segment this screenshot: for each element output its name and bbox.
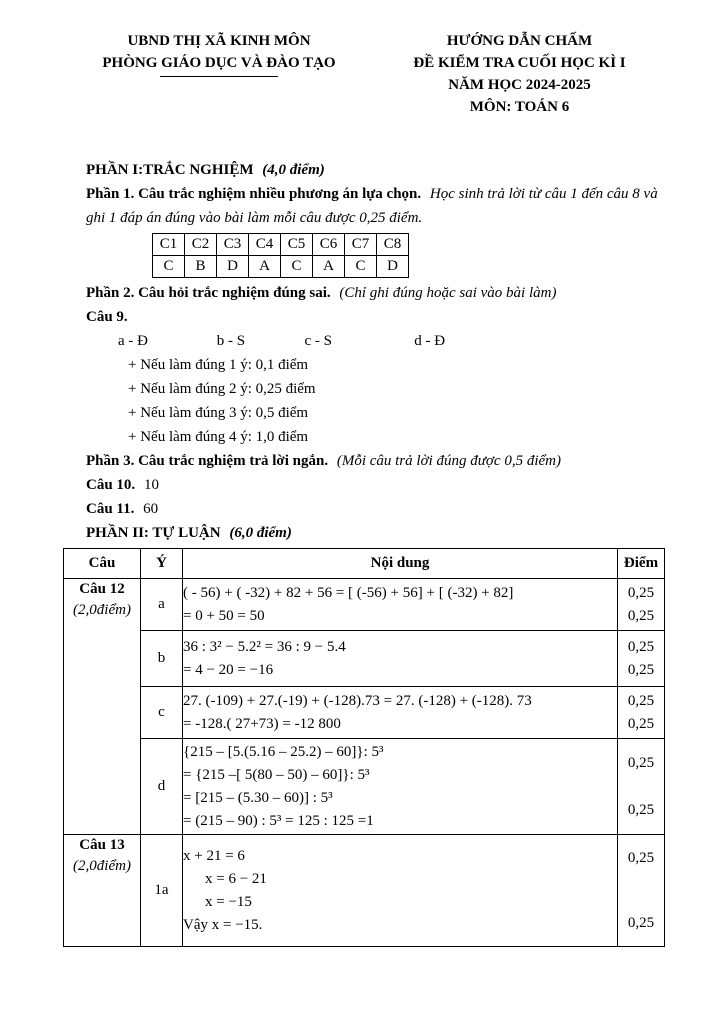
score-group (618, 752, 664, 822)
cau12-label: Câu 12 (79, 581, 125, 597)
issuing-org-block (63, 30, 375, 118)
mc-answer-cell: C (153, 256, 185, 278)
q9-answers-row (118, 329, 664, 353)
q10-answer: 10 (143, 477, 159, 493)
cau13-row-1a (64, 835, 665, 947)
mc-header-row (153, 234, 409, 256)
col-header-y: Ý (141, 549, 183, 579)
solution-line: ( - 56) + ( -32) + 82 + 56 = [ (-56) + 56] + [ (-32) + 82] (183, 584, 514, 601)
q11-line (86, 497, 664, 521)
score-value: 0,25 (627, 715, 655, 732)
sub-question-label: a (141, 579, 183, 631)
q10-line (86, 473, 664, 497)
solution-line: Vậy x = −15. (183, 916, 263, 933)
q9-answer-b: b - S (216, 333, 246, 349)
solution-line: = [215 – (5.30 – 60)] : 5³ (183, 789, 333, 806)
mc-answer-row (153, 256, 409, 278)
q11-label: Câu 11. (86, 501, 135, 517)
cau12-row-b (64, 631, 665, 687)
doc-subtitle: ĐỀ KIỂM TRA CUỐI HỌC KÌ I (413, 55, 626, 71)
q9-answer-a: a - Đ (118, 333, 148, 349)
solution-line: 27. (-109) + 27.(-19) + (-128).73 = 27. (-128) + (-128). 73 (183, 692, 532, 709)
q9-scoring-note: + Nếu làm đúng 3 ý: 0,5 điểm (128, 405, 309, 421)
solution-line: x + 21 = 6 (183, 847, 245, 864)
section1-paragraph (86, 182, 664, 230)
doc-title-block (375, 30, 664, 118)
mc-header-cell: C1 (153, 234, 185, 256)
part2-title: PHẦN II: TỰ LUẬN (86, 525, 221, 541)
q9-label: Câu 9. (86, 309, 128, 325)
cau13-points: (2,0điểm) (73, 858, 131, 874)
section1-desc: Học sinh trả lời từ câu 1 đến câu 8 và ghi 1 đáp án đúng vào bài làm mỗi câu được 0,25 điểm. (86, 186, 658, 226)
score-value: 0,25 (627, 661, 655, 678)
col-header-diem: Điểm (618, 549, 665, 579)
solution-content (183, 631, 618, 687)
q9-scoring-note: + Nếu làm đúng 1 ý: 0,1 điểm (128, 357, 309, 373)
section2-paragraph (86, 281, 664, 305)
mc-header-cell: C7 (345, 234, 377, 256)
mc-header-cell: C4 (249, 234, 281, 256)
doc-title: HƯỚNG DẪN CHẤM (446, 33, 593, 49)
cau12-row-a (64, 579, 665, 631)
score-value: 0,25 (627, 638, 655, 655)
score-cell (618, 739, 665, 835)
part2-heading (86, 521, 664, 545)
mc-answer-cell: D (377, 256, 409, 278)
solution-table-header-row (64, 549, 665, 579)
score-value: 0,25 (627, 607, 655, 624)
mc-header-cell: C5 (281, 234, 313, 256)
section3-paragraph (86, 449, 664, 473)
document-header (63, 30, 664, 118)
score-value: 0,25 (627, 801, 655, 818)
score-value: 0,25 (627, 914, 655, 931)
score-cell (618, 579, 665, 631)
sub-question-label: b (141, 631, 183, 687)
solution-line: = 0 + 50 = 50 (183, 607, 265, 624)
solution-content (183, 739, 618, 835)
score-value: 0,25 (627, 692, 655, 709)
solution-table (63, 548, 665, 947)
mc-answer-cell: C (345, 256, 377, 278)
solution-line: x = 6 − 21 (205, 870, 267, 887)
q9-scoring-notes (128, 353, 664, 449)
mc-header-cell: C6 (313, 234, 345, 256)
cau13-cell (64, 835, 141, 947)
org-dept-name: PHÒNG GIÁO DỤC VÀ ĐÀO TẠO (102, 55, 336, 71)
mc-header-cell: C3 (217, 234, 249, 256)
mc-answer-cell: B (185, 256, 217, 278)
section1-title: Phần 1. Câu trắc nghiệm nhiều phương án lựa chọn. (86, 186, 422, 202)
subject-name: MÔN: TOÁN 6 (469, 99, 570, 115)
school-year: NĂM HỌC 2024-2025 (448, 77, 591, 93)
cau13-label: Câu 13 (79, 837, 125, 853)
score-value: 0,25 (627, 754, 655, 771)
mc-answer-cell: D (217, 256, 249, 278)
col-header-noidung: Nội dung (183, 549, 618, 579)
q9-answer-c: c - S (304, 333, 332, 349)
q10-label: Câu 10. (86, 477, 136, 493)
q11-answer: 60 (143, 501, 159, 517)
solution-content (183, 579, 618, 631)
solution-line: {215 – [5.(5.16 – 25.2) – 60]}: 5³ (183, 743, 384, 760)
section2-note: (Chỉ ghi đúng hoặc sai vào bài làm) (339, 285, 557, 301)
mc-header-cell: C2 (185, 234, 217, 256)
sub-question-label: d (141, 739, 183, 835)
mc-header-cell: C8 (377, 234, 409, 256)
cau12-points: (2,0điểm) (73, 602, 131, 618)
part1-points: (4,0 điểm) (262, 162, 325, 178)
score-cell (618, 687, 665, 739)
org-parent-name: UBND THỊ XÃ KINH MÔN (127, 33, 311, 49)
solution-line: 36 : 3² − 5.2² = 36 : 9 − 5.4 (183, 638, 346, 655)
solution-line: = (215 – 90) : 5³ = 125 : 125 =1 (183, 812, 374, 829)
score-cell (618, 835, 665, 947)
mc-answer-table (152, 233, 409, 278)
solution-content (183, 687, 618, 739)
part1-title: PHẦN I:TRẮC NGHIỆM (86, 162, 254, 178)
mc-answer-cell: C (281, 256, 313, 278)
cau12-row-c (64, 687, 665, 739)
score-cell (618, 631, 665, 687)
sub-question-label: c (141, 687, 183, 739)
section2-title: Phần 2. Câu hỏi trắc nghiệm đúng sai. (86, 285, 331, 301)
cau12-cell (64, 579, 141, 835)
solution-content (183, 835, 618, 947)
solution-line: x = −15 (205, 893, 252, 910)
solution-line: = 4 − 20 = −16 (183, 661, 274, 678)
sub-question-label: 1a (141, 835, 183, 947)
cau12-row-d (64, 739, 665, 835)
score-value: 0,25 (627, 849, 655, 866)
mc-answer-cell: A (313, 256, 345, 278)
score-group (618, 847, 664, 935)
col-header-cau: Câu (64, 549, 141, 579)
part1-heading (86, 158, 664, 182)
org-underline (160, 76, 278, 77)
q9-scoring-note: + Nếu làm đúng 2 ý: 0,25 điểm (128, 381, 316, 397)
score-value: 0,25 (627, 584, 655, 601)
q9-answer-d: d - Đ (414, 333, 446, 349)
section3-note: (Mỗi câu trả lời đúng được 0,5 điểm) (336, 453, 561, 469)
q9-scoring-note: + Nếu làm đúng 4 ý: 1,0 điểm (128, 429, 309, 445)
mc-answer-cell: A (249, 256, 281, 278)
part2-points: (6,0 điểm) (229, 525, 292, 541)
solution-line: = {215 –[ 5(80 – 50) – 60]}: 5³ (183, 766, 370, 783)
solution-line: = -128.( 27+73) = -12 800 (183, 715, 341, 732)
section3-title: Phần 3. Câu trắc nghiệm trả lời ngắn. (86, 453, 329, 469)
